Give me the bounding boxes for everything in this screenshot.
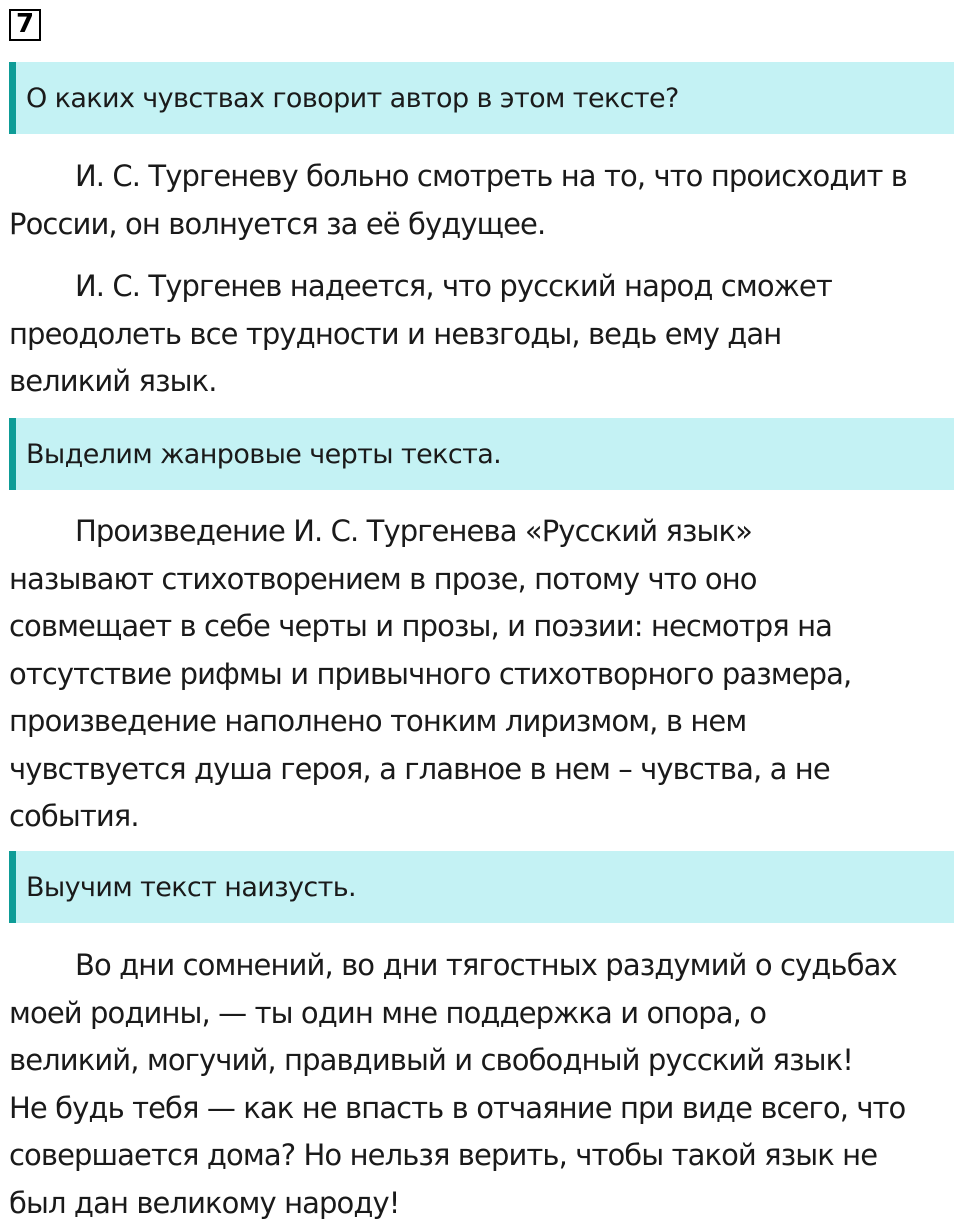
paragraph-line: великий язык. [9,358,949,406]
answer-paragraph [9,153,949,248]
paragraph-line: отсутствие рифмы и привычного стихотворного размера, [9,651,949,699]
paragraph-line: называют стихотворением в прозе, потому что оно [9,556,949,604]
paragraph-line: И. С. Тургенев надеется, что русский народ сможет [9,263,949,311]
paragraph-line: события. [9,793,949,841]
paragraph-line: Произведение И. С. Тургенева «Русский язык» [9,508,949,556]
banner-text: Выделим жанровые черты текста. [26,439,501,470]
paragraph-line: России, он волнуется за её будущее. [9,201,949,249]
paragraph-line: И. С. Тургеневу больно смотреть на то, что происходит в [9,153,949,201]
paragraph-line: великий, могучий, правдивый и свободный русский язык! [9,1037,949,1085]
question-banner-feelings [9,62,954,134]
banner-text: Выучим текст наизусть. [26,872,356,903]
paragraph-line: совмещает в себе черты и прозы, и поэзии: несмотря на [9,603,949,651]
question-banner-genre [9,418,954,490]
paragraph-line: Не будь тебя — как не впасть в отчаяние при виде всего, что [9,1085,949,1133]
answer-paragraph [9,508,949,841]
paragraph-line: произведение наполнено тонким лиризмом, в нем [9,698,949,746]
paragraph-line: был дан великому народу! [9,1180,949,1227]
task-number-badge: 7 [9,9,41,41]
banner-text: О каких чувствах говорит автор в этом тексте? [26,83,679,114]
poem-text [9,942,949,1227]
paragraph-line: чувствуется душа героя, а главное в нем – чувства, а не [9,746,949,794]
paragraph-line: Во дни сомнений, во дни тягостных раздумий о судьбах [9,942,949,990]
paragraph-line: преодолеть все трудности и невзгоды, ведь ему дан [9,311,949,359]
answer-paragraph [9,263,949,406]
question-banner-memorize [9,851,954,923]
paragraph-line: совершается дома? Но нельзя верить, чтобы такой язык не [9,1132,949,1180]
paragraph-line: моей родины, — ты один мне поддержка и опора, о [9,990,949,1038]
